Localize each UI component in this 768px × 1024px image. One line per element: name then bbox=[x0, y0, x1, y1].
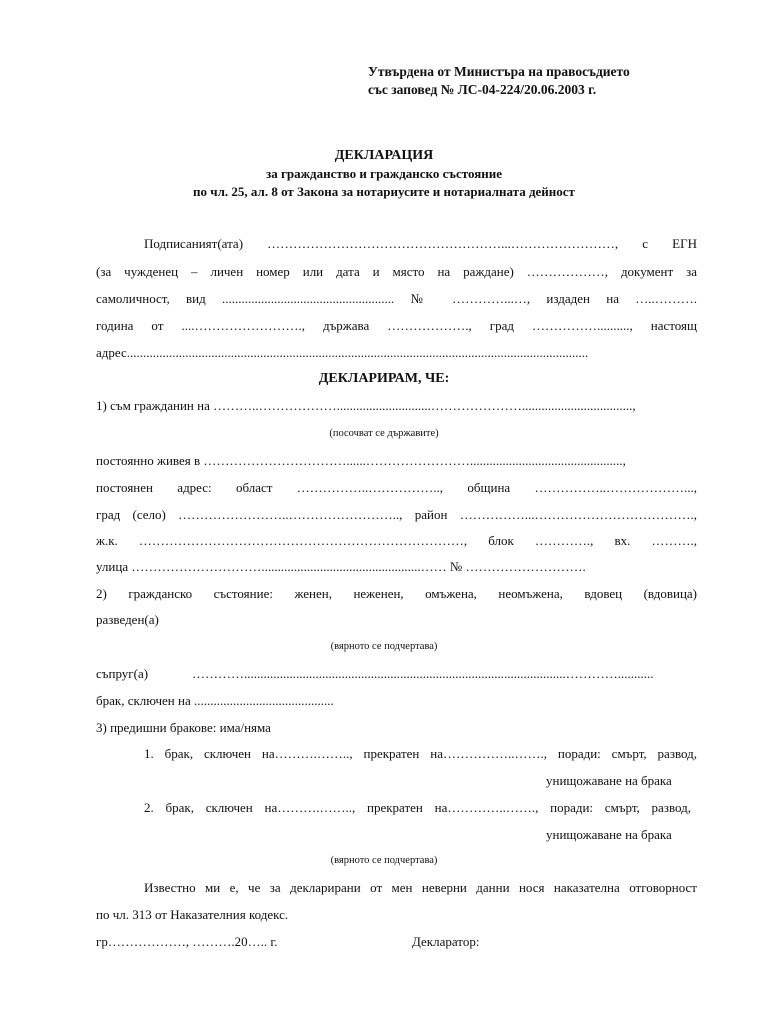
previous-marriage-1-cont: унищожаване на брака bbox=[546, 773, 672, 788]
spouse-line: …………...................................................................................................…………........... bbox=[192, 666, 654, 681]
civil-status-note: (вярното се подчертава) bbox=[330, 641, 438, 652]
previous-marriages-heading: 3) предишни бракове: има/няма bbox=[96, 720, 271, 735]
declare-heading: ДЕКЛАРИРАМ, ЧЕ: bbox=[318, 371, 450, 386]
document-title: ДЕКЛАРАЦИЯ bbox=[334, 148, 434, 163]
intro-line-4: година от ....……………………., държава ………………., град …………….........., настоящ bbox=[96, 318, 697, 333]
intro-line-2: (за чужденец – личен номер или дата и място на раждане) ………………, документ за bbox=[96, 264, 697, 279]
previous-marriages-note: (вярното се подчертава) bbox=[330, 855, 438, 866]
approval-line-2: със заповед № ЛС-04-224/20.06.2003 г. bbox=[368, 82, 597, 97]
city-line: град (село) ……………………..…………………….., район ……………...………………………………., bbox=[96, 507, 697, 522]
document-subtitle-2: по чл. 25, ал. 8 от Закона за нотариусите и нотариалната дейност bbox=[193, 184, 575, 199]
lives-line: постоянно живея в ……………………………......……………………..............................................., bbox=[96, 453, 626, 468]
document-subtitle-1: за гражданство и гражданско състояние bbox=[265, 166, 502, 181]
spouse-label: съпруг(а) bbox=[96, 666, 149, 681]
declarant-label: Декларатор: bbox=[412, 934, 480, 949]
intro-line-1: Подписаният(ата) ………………………………………………...……………………, с ЕГН bbox=[144, 236, 697, 251]
approval-line-1: Утвърдена от Министъра на правосъдието bbox=[368, 64, 630, 79]
previous-marriage-1: 1. брак, сключен на……….…….., прекратен на……………..……., поради: смърт, развод, bbox=[144, 746, 697, 761]
intro-line-3: самоличност, вид ..................................................... № …………...…, издаден на …..………. bbox=[96, 291, 697, 306]
previous-marriage-2-cont: унищожаване на брака bbox=[546, 827, 672, 842]
intro-line-5: адрес.............................................................................................................................................. bbox=[96, 345, 589, 360]
marriage-line: брак, сключен на ........................................... bbox=[96, 693, 334, 708]
divorced-line: разведен(а) bbox=[96, 612, 159, 627]
citizen-line: 1) съм гражданин на ………..……………….............................………………….................................., bbox=[96, 398, 636, 413]
street-line: улица ………………………….................................................…… № ………………………. bbox=[96, 559, 586, 574]
liability-line-2: по чл. 313 от Наказателния кодекс. bbox=[96, 907, 289, 922]
civil-status-line: 2) гражданско състояние: женен, неженен, омъжена, неомъжена, вдовец (вдовица) bbox=[96, 586, 697, 601]
address-line: постоянен адрес: област ……………..…………….., община ……………..………………..., bbox=[96, 480, 697, 495]
liability-line-1: Известно ми е, че за декларирани от мен неверни данни нося наказателна отговорност bbox=[144, 880, 697, 895]
previous-marriage-2: 2. брак, сключен на……….…….., прекратен на…………..……., поради: смърт, развод, bbox=[144, 800, 691, 815]
citizen-note: (посочват се държавите) bbox=[329, 428, 439, 439]
zk-line: ж.к. …………………………………………………………………, блок …………., вх. ………., bbox=[96, 533, 697, 548]
place-date-line: гр………………, ……….20….. г. bbox=[96, 934, 278, 949]
